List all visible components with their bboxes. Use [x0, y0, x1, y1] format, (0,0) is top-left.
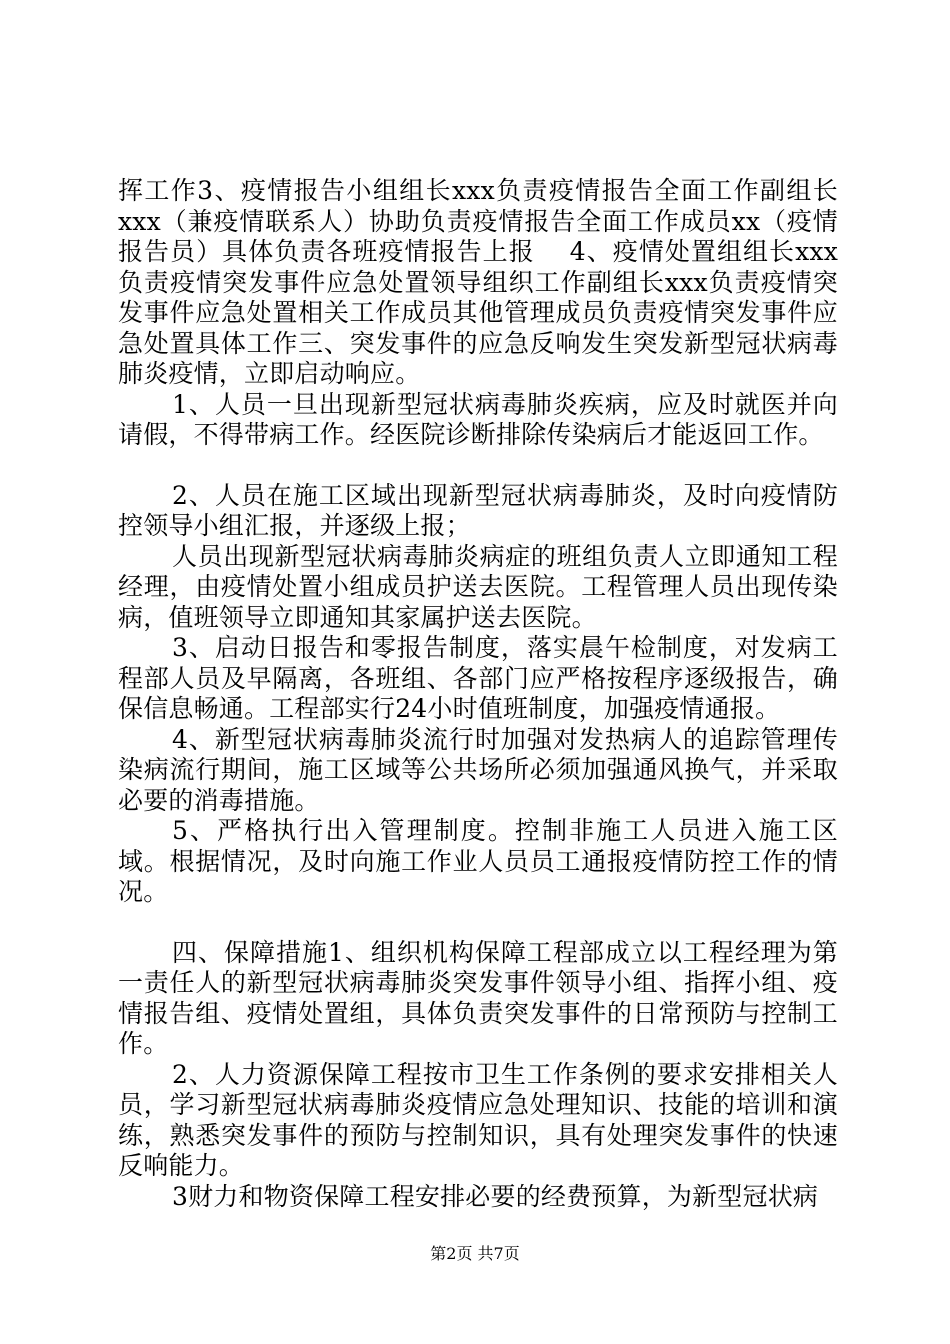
paragraph: 1、人员一旦出现新型冠状病毒肺炎疾病，应及时就医并向请假，不得带病工作。经医院诊断排除传染病后才能返回工作。 [118, 389, 838, 449]
paragraph: 2、人力资源保障工程按市卫生工作条例的要求安排相关人员，学习新型冠状病毒肺炎疫情应急处理知识、技能的培训和演练，熟悉突发事件的预防与控制知识，具有处理突发事件的快速反响能力。 [118, 1059, 838, 1180]
paragraph: 3、启动日报告和零报告制度，落实晨午检制度，对发病工程部人员及早隔离，各班组、各部门应严格按程序逐级报告，确保信息畅通。工程部实行24小时值班制度，加强疫情通报。 [118, 633, 838, 723]
paragraph: 人员出现新型冠状病毒肺炎病症的班组负责人立即通知工程经理，由疫情处置小组成员护送去医院。工程管理人员出现传染病，值班领导立即通知其家属护送去医院。 [118, 541, 838, 632]
paragraph: 5、严格执行出入管理制度。控制非施工人员进入施工区域。根据情况，及时向施工作业人员员工通报疫情防控工作的情况。 [118, 816, 838, 906]
paragraph: 2、人员在施工区域出现新型冠状病毒肺炎，及时向疫情防控领导小组汇报，并逐级上报； [118, 480, 838, 540]
page-number-footer: 第2页 共7页 [430, 1244, 520, 1263]
paragraph: 3财力和物资保障工程安排必要的经费预算，为新型冠状病 [172, 1181, 819, 1211]
document-body [118, 176, 838, 1212]
paragraph: 挥工作3、疫情报告小组组长xxx负责疫情报告全面工作副组长xxx（兼疫情联系人）协助负责疫情报告全面工作成员xx（疫情报告员）具体负责各班疫情报告上报 4、疫情处置组组长xxx负责疫情突发事件应急处置领导组织工作副组长xxx负责疫情突发事件应急处置相关工作成员其他管理成员负责疫情突发事件应急处置具体工作三、突发事件的应急反响发生突发新型冠状病毒肺炎疫情，立即启动响应。 [118, 176, 838, 388]
paragraph: 4、新型冠状病毒肺炎流行时加强对发热病人的追踪管理传染病流行期间，施工区域等公共场所必须加强通风换气，并采取必要的消毒措施。 [118, 724, 838, 815]
paragraph: 四、保障措施1、组织机构保障工程部成立以工程经理为第一责任人的新型冠状病毒肺炎突发事件领导小组、指挥小组、疫情报告组、疫情处置组，具体负责突发事件的日常预防与控制工作。 [118, 937, 838, 1058]
